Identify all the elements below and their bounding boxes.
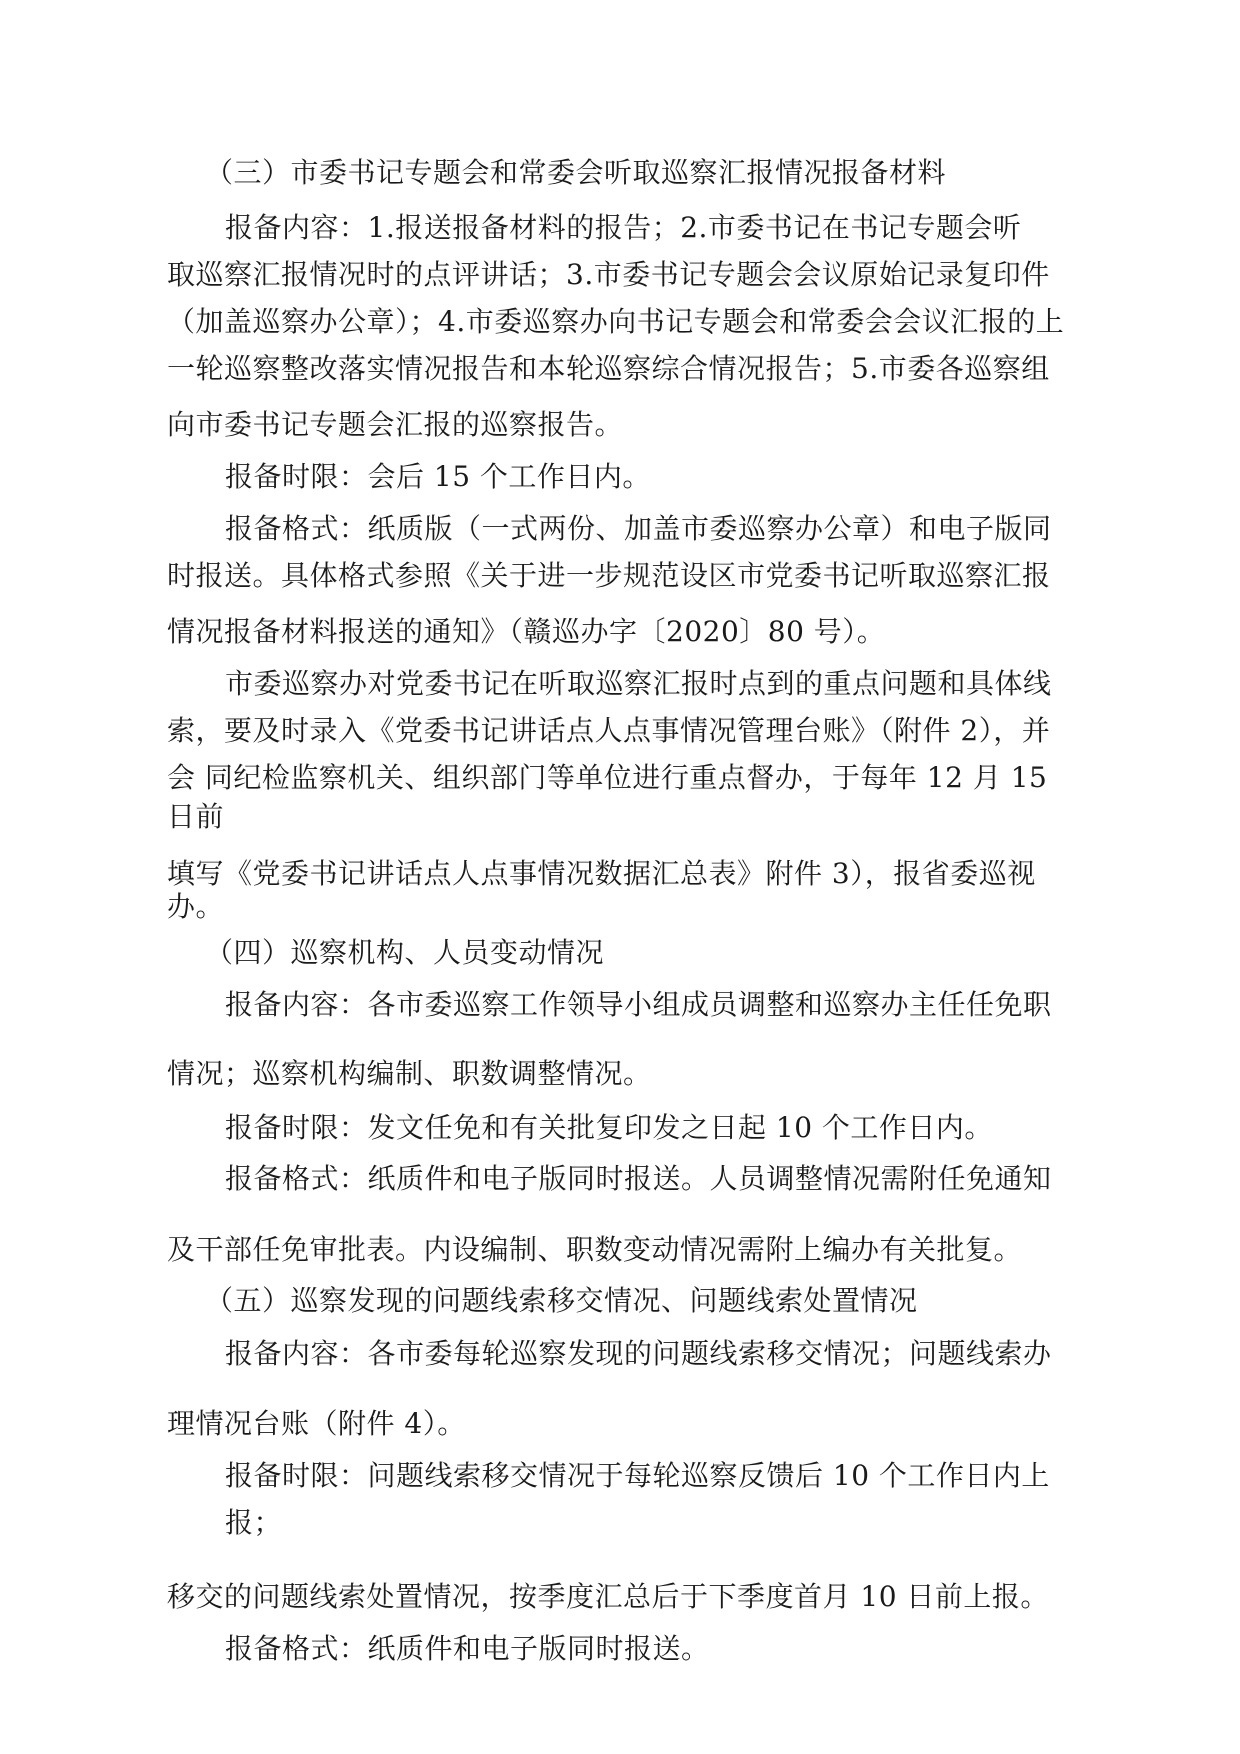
section-heading-3: （三）市委书记专题会和常委会听取巡察汇报情况报备材料 [205, 156, 947, 189]
paragraph-line: 日前 [167, 800, 225, 833]
paragraph-line: 取巡察汇报情况时的点评讲话；3.市委书记专题会会议原始记录复印件 [167, 258, 1050, 291]
paragraph-line: 及干部任免审批表。内设编制、职数变动情况需附上编办有关批复。 [167, 1233, 1023, 1266]
paragraph-line: 向市委书记专题会汇报的巡察报告。 [167, 408, 624, 441]
paragraph-line: 报备内容：各市委巡察工作领导小组成员调整和巡察办主任任免职 [225, 988, 1052, 1021]
paragraph-line: 报备内容：各市委每轮巡察发现的问题线索移交情况；问题线索办 [225, 1337, 1052, 1370]
section-heading-5: （五）巡察发现的问题线索移交情况、问题线索处置情况 [205, 1284, 918, 1317]
paragraph-line: 报备格式：纸质件和电子版同时报送。 [225, 1632, 710, 1665]
paragraph-line: 情况；巡察机构编制、职数调整情况。 [167, 1057, 652, 1090]
paragraph-line: 市委巡察办对党委书记在听取巡察汇报时点到的重点问题和具体线 [225, 667, 1052, 700]
paragraph-line: 时报送。具体格式参照《关于进一步规范设区市党委书记听取巡察汇报 [167, 559, 1051, 592]
paragraph-line: 报备时限：问题线索移交情况于每轮巡察反馈后 10 个工作日内上 [225, 1459, 1050, 1492]
paragraph-line: 办。 [167, 890, 225, 923]
paragraph-line: 一轮巡察整改落实情况报告和本轮巡察综合情况报告；5.市委各巡察组 [167, 352, 1050, 385]
paragraph-line: 报备格式：纸质件和电子版同时报送。人员调整情况需附任免通知 [225, 1162, 1052, 1195]
section-heading-4: （四）巡察机构、人员变动情况 [205, 936, 605, 969]
paragraph-line: 报备内容：1.报送报备材料的报告；2.市委书记在书记专题会听 [225, 211, 1022, 244]
paragraph-line: （加盖巡察办公章）；4.市委巡察办向书记专题会和常委会会议汇报的上 [167, 305, 1065, 338]
paragraph-line: 理情况台账（附件 4）。 [167, 1407, 466, 1440]
paragraph-line: 索，要及时录入《党委书记讲话点人点事情况管理台账》（附件 2），并 [167, 714, 1051, 747]
paragraph-line: 报备格式：纸质版（一式两份、加盖市委巡察办公章）和电子版同 [225, 512, 1052, 545]
paragraph-line: 填写《党委书记讲话点人点事情况数据汇总表》附件 3），报省委巡视 [167, 857, 1036, 890]
paragraph-line: 报； [225, 1506, 283, 1539]
paragraph-line: 报备时限：会后 15 个工作日内。 [225, 460, 651, 493]
paragraph-line: 移交的问题线索处置情况，按季度汇总后于下季度首月 10 日前上报。 [167, 1580, 1049, 1613]
paragraph-line: 会 同纪检监察机关、组织部门等单位进行重点督办，于每年 12 月 15 [167, 761, 1048, 794]
paragraph-line: 报备时限：发文任免和有关批复印发之日起 10 个工作日内。 [225, 1111, 993, 1144]
paragraph-line: 情况报备材料报送的通知》（赣巡办字〔2020〕80 号）。 [167, 615, 886, 648]
